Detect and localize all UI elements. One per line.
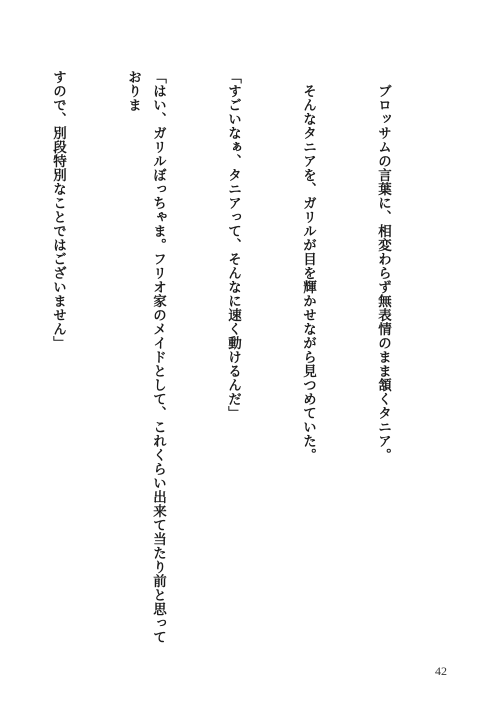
text-line: すので、別段特別なことではございません」 bbox=[50, 70, 66, 350]
text-line: 「はい、ガリルぼっちゃま。フリオ家のメイドとして、これくらい出来て当たり前と思っておりま bbox=[125, 70, 166, 644]
text-line: ブロッサムの言葉に、相変わらず無表情のまま頷くタニア。 bbox=[375, 70, 391, 462]
vertical-text-body bbox=[45, 70, 445, 655]
text-line: そんなタニアを、ガリルが目を輝かせながら見つめていた。 bbox=[300, 70, 316, 462]
text-line: 「すごいなぁ、タニアって、そんなに速く動けるんだ」 bbox=[225, 70, 241, 420]
page-number: 42 bbox=[435, 664, 447, 678]
